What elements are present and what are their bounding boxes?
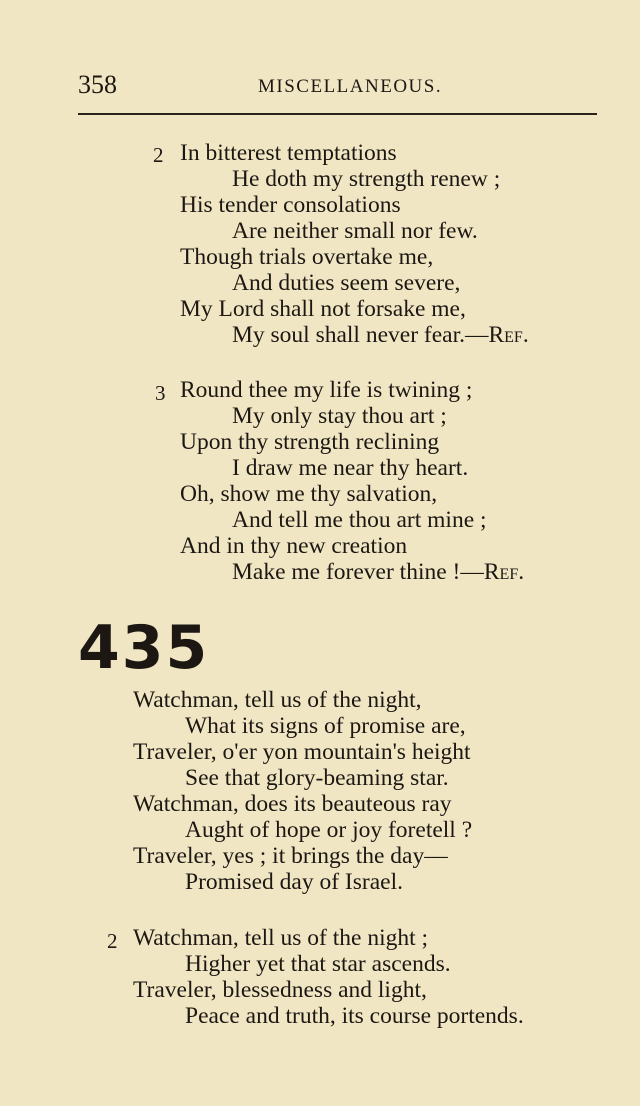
verse-line: Traveler, blessedness and light, xyxy=(133,977,427,1003)
verse-line: Peace and truth, its course portends. xyxy=(185,1003,524,1029)
hymn-number: 435 xyxy=(78,613,210,683)
verse-line: His tender consolations xyxy=(180,192,401,218)
verse-line: Round thee my life is twining ; xyxy=(180,377,473,403)
verse-line: What its signs of promise are, xyxy=(185,713,466,739)
verse-line-text: Make me forever thine !— xyxy=(232,559,484,585)
verse-line: And tell me thou art mine ; xyxy=(232,507,487,533)
stanza-number: 2 xyxy=(153,143,164,167)
verse-line: And in thy new creation xyxy=(180,533,408,559)
refrain-mark: Ref. xyxy=(483,559,525,585)
verse-line: See that glory-beaming star. xyxy=(185,765,449,791)
verse-line: My only stay thou art ; xyxy=(232,403,447,429)
verse-line: Promised day of Israel. xyxy=(185,869,403,895)
verse-line: I draw me near thy heart. xyxy=(232,455,469,481)
verse-line: He doth my strength renew ; xyxy=(232,166,501,192)
verse-line: Traveler, o'er yon mountain's height xyxy=(133,739,471,765)
stanza-number: 3 xyxy=(155,381,166,405)
verse-line: Oh, show me thy salvation, xyxy=(180,481,438,507)
verse-line-with-refrain xyxy=(232,558,524,586)
verse-line: Traveler, yes ; it brings the day— xyxy=(133,843,448,869)
verse-line-text: My soul shall never fear.— xyxy=(232,322,489,348)
verse-line: Higher yet that star ascends. xyxy=(185,951,451,977)
verse-line: And duties seem severe, xyxy=(232,270,461,296)
verse-line: Watchman, does its beauteous ray xyxy=(133,791,452,817)
verse-line: Though trials overtake me, xyxy=(180,244,434,270)
verse-line-with-refrain xyxy=(232,321,529,349)
refrain-mark: Ref. xyxy=(488,322,529,348)
verse-line: Aught of hope or joy foretell ? xyxy=(185,817,473,843)
page-number: 358 xyxy=(78,70,117,99)
running-title: MISCELLANEOUS. xyxy=(258,76,443,97)
verse-line: Are neither small nor few. xyxy=(232,218,478,244)
verse-line: My Lord shall not forsake me, xyxy=(180,296,466,322)
verse-line: Watchman, tell us of the night ; xyxy=(133,925,429,951)
stanza-number: 2 xyxy=(107,929,118,953)
header-rule xyxy=(78,113,597,115)
verse-line: Upon thy strength reclining xyxy=(180,429,440,455)
verse-line: Watchman, tell us of the night, xyxy=(133,687,422,713)
verse-line: In bitterest temptations xyxy=(180,140,397,166)
